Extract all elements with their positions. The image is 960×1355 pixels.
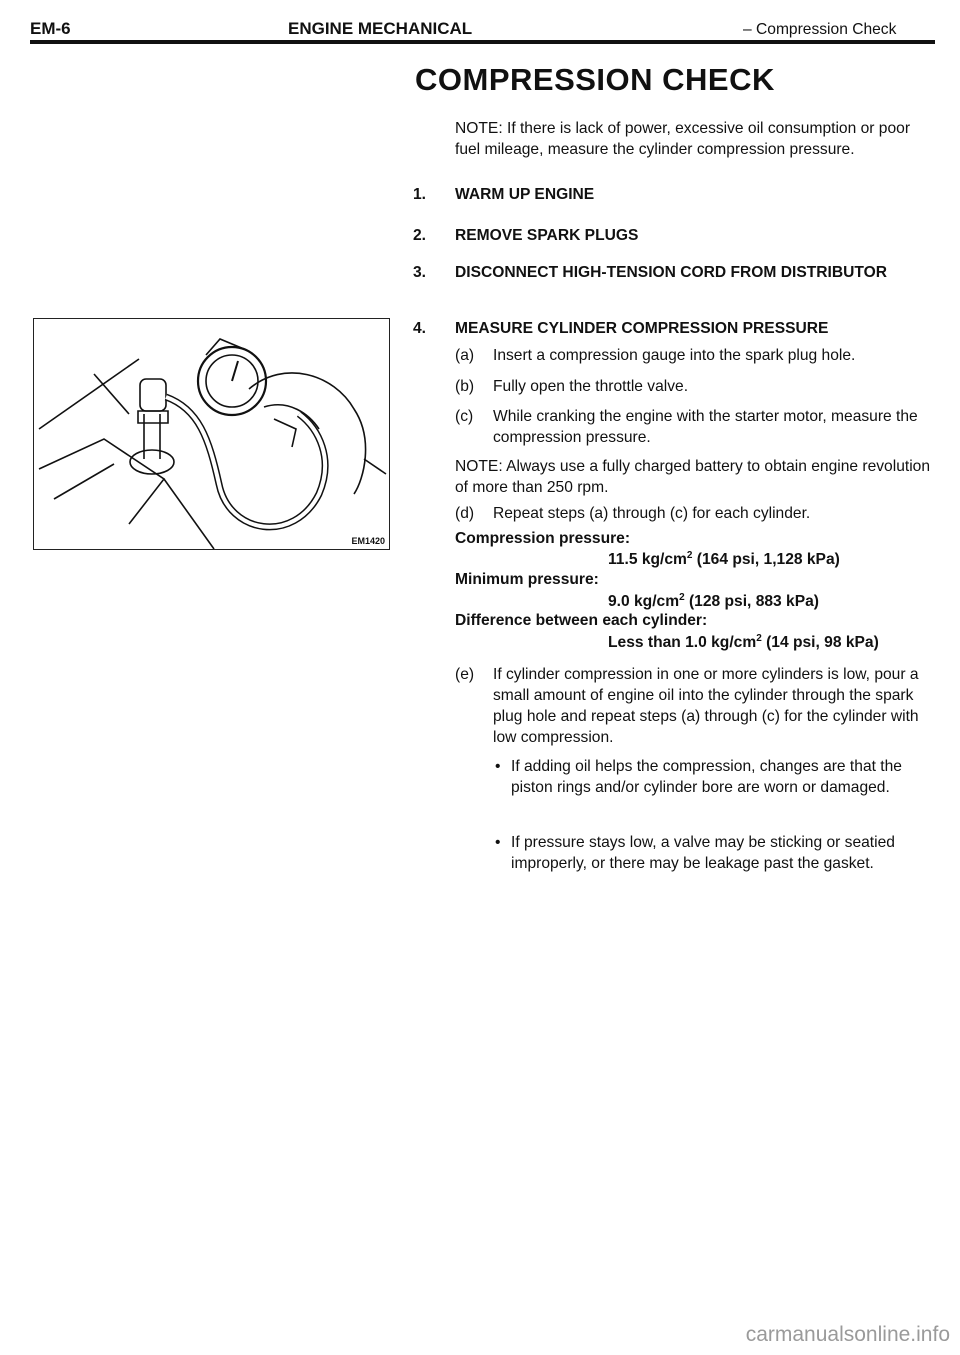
spec-value: Less than 1.0 kg/cm xyxy=(608,634,757,652)
step-text: WARM UP ENGINE xyxy=(455,186,595,203)
substep-a xyxy=(455,345,940,366)
substep-text: If cylinder compression in one or more cylinders is low, pour a small amount of engine oil into the cylinder through the spark plug hole and repeat steps (a) through (c) for the cylinder with low compression. xyxy=(493,666,919,746)
compression-gauge-illustration xyxy=(34,319,390,550)
spec-exponent: 2 xyxy=(686,550,693,561)
page-header xyxy=(30,18,935,44)
substep-e xyxy=(455,664,940,748)
step-text: REMOVE SPARK PLUGS xyxy=(455,227,639,244)
substep-label: (b) xyxy=(455,378,475,395)
spec-value-minimum xyxy=(608,592,819,611)
substep-text: While cranking the engine with the starter motor, measure the compression pressure. xyxy=(493,408,918,446)
figure-code: EM1420 xyxy=(351,536,385,546)
header-subsection: – Compression Check xyxy=(743,21,897,38)
substep-text: Fully open the throttle valve. xyxy=(493,378,689,395)
step-2 xyxy=(413,225,943,246)
intro-note: NOTE: If there is lack of power, excessive oil consumption or poor fuel mileage, measure the cylinder compression pressure. xyxy=(455,120,911,158)
header-title xyxy=(288,19,897,39)
compression-gauge-figure xyxy=(33,318,390,550)
step-number: 3. xyxy=(413,264,427,281)
spec-value: 9.0 kg/cm xyxy=(608,593,680,611)
page-title: COMPRESSION CHECK xyxy=(415,62,775,97)
substep-label: (c) xyxy=(455,408,474,425)
header-section: ENGINE MECHANICAL xyxy=(288,19,473,38)
substep-d xyxy=(455,503,940,524)
spec-value-difference xyxy=(608,633,879,652)
bullet-text: If adding oil helps the compression, changes are that the piston rings and/or cylinder bore are worn or damaged. xyxy=(511,758,902,796)
spec-value: 11.5 kg/cm xyxy=(608,551,687,569)
spec-exponent: 2 xyxy=(756,633,762,644)
bullet-item-2 xyxy=(495,832,940,874)
substep-label: (a) xyxy=(455,347,475,364)
page-code: EM-6 xyxy=(30,19,71,38)
substep-label: (e) xyxy=(455,666,475,683)
bullet-dot: • xyxy=(495,834,501,851)
substep-text: Repeat steps (a) through (c) for each cylinder. xyxy=(493,505,811,522)
bullet-item-1 xyxy=(495,756,940,798)
bullet-dot: • xyxy=(495,758,501,775)
step-text: MEASURE CYLINDER COMPRESSION PRESSURE xyxy=(455,320,829,337)
step-1 xyxy=(413,184,943,205)
step-number: 2. xyxy=(413,227,427,244)
spec-label-difference: Difference between each cylinder: xyxy=(455,612,708,629)
spec-value-alt: (164 psi, 1,128 kPa) xyxy=(692,551,840,569)
watermark: carmanualsonline.info xyxy=(745,1323,950,1346)
bullet-text: If pressure stays low, a valve may be sticking or seatied improperly, or there may be leakage past the gasket. xyxy=(511,834,895,872)
spec-value-alt: (128 psi, 883 kPa) xyxy=(684,593,819,611)
spec-label-minimum: Minimum pressure: xyxy=(455,571,599,588)
step-number: 4. xyxy=(413,320,427,337)
spec-label-compression: Compression pressure: xyxy=(455,530,631,547)
spec-exponent: 2 xyxy=(679,592,685,603)
step-4 xyxy=(413,318,943,339)
step-text: DISCONNECT HIGH-TENSION CORD FROM DISTRIBUTOR xyxy=(455,264,888,281)
spec-value-alt: (14 psi, 98 kPa) xyxy=(761,634,879,652)
battery-note: NOTE: Always use a fully charged battery to obtain engine revolution of more than 250 rpm. xyxy=(455,458,931,496)
substep-c xyxy=(455,406,940,448)
step-number: 1. xyxy=(413,186,427,203)
substep-b xyxy=(455,376,940,397)
substep-text: Insert a compression gauge into the spark plug hole. xyxy=(493,347,856,364)
spec-value-compression xyxy=(608,550,840,569)
step-3 xyxy=(413,262,943,283)
substep-label: (d) xyxy=(455,505,475,522)
